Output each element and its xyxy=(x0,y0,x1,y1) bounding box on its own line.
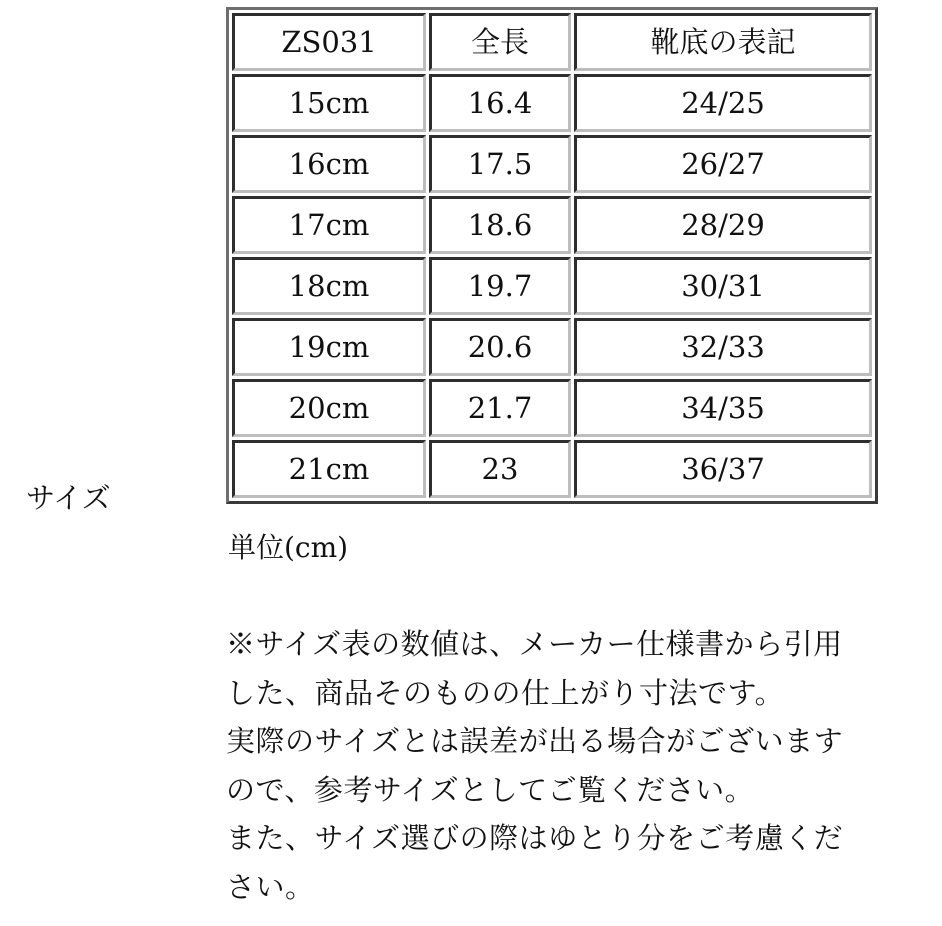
note-line: また、サイズ選びの際はゆとり分をご考慮くだ xyxy=(226,821,844,855)
table-row xyxy=(232,440,872,498)
size-table xyxy=(226,7,878,504)
sole-cell: 36/37 xyxy=(574,440,872,498)
length-cell: 19.7 xyxy=(429,257,571,315)
length-cell: 16.4 xyxy=(429,74,571,132)
table-row xyxy=(232,74,872,132)
table-row xyxy=(232,135,872,193)
size-cell: 15cm xyxy=(232,74,426,132)
length-cell: 20.6 xyxy=(429,318,571,376)
header-total-length: 全長 xyxy=(429,13,571,71)
unit-note: 単位(cm) xyxy=(228,531,349,564)
table-row xyxy=(232,318,872,376)
size-cell: 21cm xyxy=(232,440,426,498)
note-line: ので、参考サイズとしてご覧ください。 xyxy=(226,772,755,807)
table-row xyxy=(232,196,872,254)
header-model: ZS031 xyxy=(232,13,426,71)
sole-cell: 34/35 xyxy=(574,379,872,437)
table-row xyxy=(232,257,872,315)
note-line: さい。 xyxy=(226,869,315,904)
sole-cell: 30/31 xyxy=(574,257,872,315)
length-cell: 21.7 xyxy=(429,379,571,437)
length-cell: 17.5 xyxy=(429,135,571,193)
size-cell: 18cm xyxy=(232,257,426,315)
size-cell: 17cm xyxy=(232,196,426,254)
size-notes xyxy=(226,620,926,911)
size-row-label: サイズ xyxy=(26,481,111,515)
table-header-row xyxy=(232,13,872,71)
sole-cell: 32/33 xyxy=(574,318,872,376)
note-line: 実際のサイズとは誤差が出る場合がございます xyxy=(226,724,844,758)
length-cell: 18.6 xyxy=(429,196,571,254)
note-line: した、商品そのものの仕上がり寸法です。 xyxy=(226,675,785,710)
note-line: ※サイズ表の数値は、メーカー仕様書から引用 xyxy=(226,627,843,661)
size-cell: 16cm xyxy=(232,135,426,193)
header-sole-marking: 靴底の表記 xyxy=(574,13,872,71)
sole-cell: 28/29 xyxy=(574,196,872,254)
length-cell: 23 xyxy=(429,440,571,498)
size-cell: 19cm xyxy=(232,318,426,376)
size-cell: 20cm xyxy=(232,379,426,437)
table-row xyxy=(232,379,872,437)
sole-cell: 26/27 xyxy=(574,135,872,193)
sole-cell: 24/25 xyxy=(574,74,872,132)
